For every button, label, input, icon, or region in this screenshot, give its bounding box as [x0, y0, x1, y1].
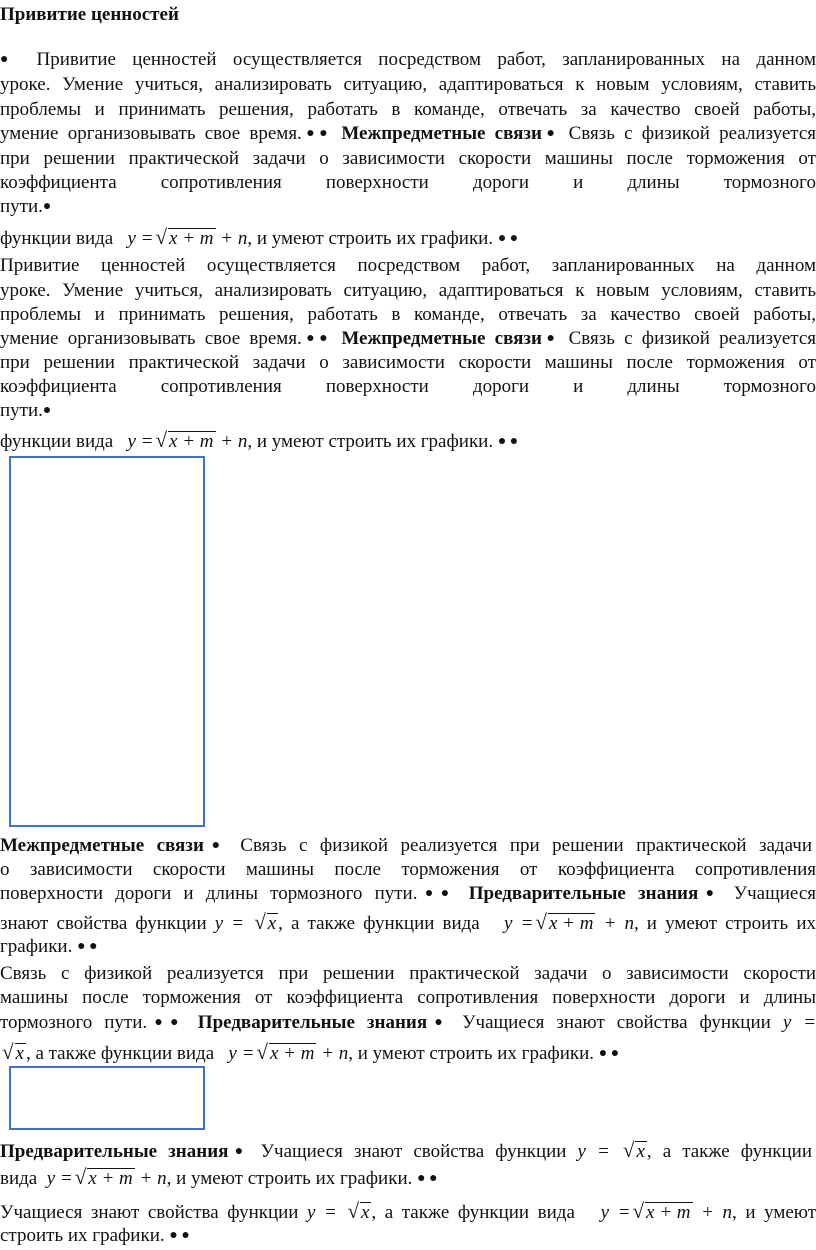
- section-label: Межпредметные связи: [341, 123, 542, 144]
- image-placeholder: [9, 1066, 205, 1130]
- formula: y =√ x + m + n: [600, 1199, 732, 1223]
- paragraph-line: графики. ● ●: [0, 936, 98, 957]
- bullet-icon: ●●: [301, 331, 333, 346]
- paragraph-line: умение организовывать свое время.●● Межпредметные связи● Связь с физикой реализуется: [0, 328, 816, 349]
- paragraph-line: Межпредметные связи● Связь с физикой реализуется при решении практической задачи: [0, 835, 812, 856]
- bullet-icon: ●●: [301, 126, 333, 141]
- paragraph-line: проблемы и принимать решения, работать в команде, отвечать за качество своей работы,: [0, 99, 816, 120]
- bullet-icon: ● ●: [598, 1046, 620, 1061]
- formula-line: √ x , а также функции вида y =√ x + m + n, и умеют строить их графики. ● ●: [2, 1040, 620, 1064]
- bullet-icon: ● ●: [169, 1228, 190, 1243]
- bullet-icon: ● ●: [497, 434, 519, 449]
- section-label: Предварительные знания: [0, 1141, 229, 1162]
- paragraph-line: умение организовывать свое время.●● Межпредметные связи● Связь с физикой реализуется: [0, 123, 816, 144]
- formula-line: Учащиеся знают свойства функции y = √ x , а также функции вида y =√ x + m + n, и умеют: [0, 1199, 816, 1223]
- bullet-icon: ●: [427, 1015, 451, 1030]
- paragraph-line: при решении практической задачи о зависимости скорости машины после торможения от: [0, 352, 816, 373]
- image-placeholder: [9, 456, 205, 827]
- bullet-icon: ●: [42, 199, 52, 214]
- formula-line: вида y =√ x + m + n, и умеют строить их графики. ● ●: [0, 1165, 438, 1189]
- formula: y = √ x: [214, 910, 277, 934]
- paragraph-line: уроке. Умение учиться, анализировать ситуацию, адаптироваться к новым условиям, ставить: [0, 74, 816, 95]
- paragraph-line: пути.●: [0, 196, 52, 217]
- paragraph-line: ● Привитие ценностей осуществляется посредством работ, запланированных на данном: [0, 49, 816, 70]
- formula-line: Предварительные знания● Учащиеся знают свойства функции y = √ x , а также функции: [0, 1138, 812, 1162]
- paragraph-line: при решении практической задачи о зависимости скорости машины после торможения от: [0, 148, 816, 169]
- paragraph-line: Привитие ценностей осуществляется посредством работ, запланированных на данном: [0, 255, 816, 276]
- paragraph-line: поверхности дороги и длины тормозного пути.●● Предварительные знания● Учащиеся: [0, 883, 816, 904]
- paragraph-line: пути.●: [0, 400, 52, 421]
- bullet-icon: ● ●: [497, 231, 519, 246]
- formula: y =√ x + m + n: [127, 428, 248, 452]
- paragraph-line: Связь с физикой реализуется при решении практической задачи о зависимости скорости: [0, 963, 816, 984]
- paragraph-line: коэффициента сопротивления поверхности дороги и длины тормозного: [0, 172, 816, 193]
- bullet-icon: ●●: [147, 1015, 186, 1030]
- formula: y =√ x + m + n: [228, 1040, 349, 1064]
- paragraph-line: уроке. Умение учиться, анализировать ситуацию, адаптироваться к новым условиям, ставить: [0, 280, 816, 301]
- paragraph-line: машины после торможения от коэффициента сопротивления поверхности дороги и длины: [0, 987, 816, 1008]
- bullet-icon: ●: [542, 126, 560, 141]
- formula: y =√ x + m + n: [46, 1165, 167, 1189]
- formula: y =√ x + m + n: [127, 225, 248, 249]
- formula-line: функции вида y =√ x + m + n, и умеют строить их графики. ● ●: [0, 428, 519, 452]
- formula-line: знают свойства функции y = √ x , а также функции вида y =√ x + m + n, и умеют строить их: [0, 910, 816, 934]
- formula: y = √ x: [307, 1199, 370, 1223]
- bullet-icon: ●: [698, 886, 722, 901]
- section-label: Межпредметные связи: [0, 835, 204, 856]
- section-label: Предварительные знания: [468, 883, 699, 904]
- paragraph-line: проблемы и принимать решения, работать в команде, отвечать за качество своей работы,: [0, 304, 816, 325]
- formula: √ x: [2, 1040, 24, 1064]
- section-label: Предварительные знания: [197, 1012, 428, 1033]
- page-title: Привитие ценностей: [0, 4, 179, 25]
- section-label: Межпредметные связи: [341, 328, 542, 349]
- bullet-icon: ●: [542, 331, 560, 346]
- bullet-icon: ● ●: [417, 1171, 438, 1186]
- paragraph-line: строить их графики. ● ●: [0, 1225, 190, 1246]
- bullet-icon: ●: [228, 1144, 250, 1159]
- bullet-icon: ●●: [417, 886, 457, 901]
- bullet-icon: ● ●: [77, 939, 98, 954]
- formula: y = √ x: [577, 1138, 645, 1162]
- bullet-icon: ●: [203, 838, 228, 853]
- paragraph-line: о зависимости скорости машины после торможения от коэффициента сопротивления: [0, 859, 816, 880]
- paragraph-line: тормозного пути.●● Предварительные знания● Учащиеся знают свойства функции y =: [0, 1012, 816, 1033]
- bullet-icon: ●: [0, 52, 21, 67]
- formula: y =√ x + m + n: [504, 910, 634, 934]
- bullet-icon: ●: [42, 403, 52, 418]
- formula-line: функции вида y =√ x + m + n, и умеют строить их графики. ● ●: [0, 225, 519, 249]
- paragraph-line: коэффициента сопротивления поверхности дороги и длины тормозного: [0, 376, 816, 397]
